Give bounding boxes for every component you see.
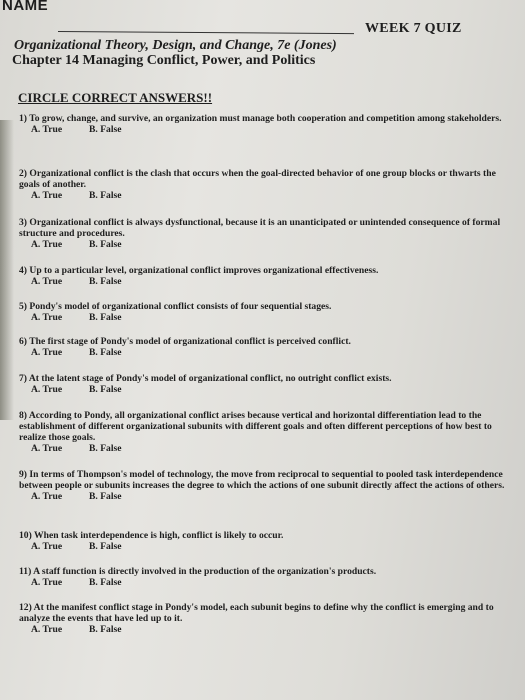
course-title: Organizational Theory, Design, and Change, 7e (Jones) xyxy=(14,38,337,53)
question-stem: 11) A staff function is directly involved in the production of the organization's products. xyxy=(19,566,377,577)
option-true[interactable]: A. True xyxy=(31,541,63,552)
option-true[interactable]: A. True xyxy=(31,624,63,635)
question-stem: 4) Up to a particular level, organizational conflict improves organizational effectiveness. xyxy=(19,265,379,276)
question-stem: 6) The first stage of Pondy's model of organizational conflict is perceived conflict. xyxy=(19,336,351,347)
option-false[interactable]: B. False xyxy=(89,577,122,588)
question-11 xyxy=(19,566,509,588)
question-stem: 1) To grow, change, and survive, an organization must manage both cooperation and competition among stakeholders. xyxy=(19,113,502,124)
instructions: CIRCLE CORRECT ANSWERS!! xyxy=(18,90,213,105)
name-label: NAME xyxy=(2,0,49,14)
page-shadow xyxy=(0,120,14,420)
option-false[interactable]: B. False xyxy=(89,124,122,135)
option-false[interactable]: B. False xyxy=(89,276,122,287)
question-4 xyxy=(19,265,509,287)
question-stem: 5) Pondy's model of organizational conflict consists of four sequential stages. xyxy=(19,301,332,312)
option-true[interactable]: A. True xyxy=(31,312,63,323)
question-stem: 3) Organizational conflict is always dysfunctional, because it is an unanticipated or unintended consequence of formal structure and procedures. xyxy=(19,217,501,239)
option-true[interactable]: A. True xyxy=(31,443,63,454)
chapter-title: Chapter 14 Managing Conflict, Power, and Politics xyxy=(12,53,316,68)
question-stem: 10) When task interdependence is high, conflict is likely to occur. xyxy=(19,530,284,541)
question-3 xyxy=(19,217,509,250)
week-label: WEEK 7 QUIZ xyxy=(365,21,462,36)
question-12 xyxy=(19,602,509,635)
option-false[interactable]: B. False xyxy=(89,491,122,502)
option-true[interactable]: A. True xyxy=(31,190,63,201)
question-stem: 7) At the latent stage of Pondy's model of organizational conflict, no outright conflict exists. xyxy=(19,373,392,384)
question-10 xyxy=(19,530,509,552)
question-stem: 9) In terms of Thompson's model of technology, the move from reciprocal to sequential to pooled task interdependence between people or subunits increases the degree to which the actions of one subunit directly affect the actions of others. xyxy=(19,469,505,491)
question-5 xyxy=(19,301,509,323)
question-8 xyxy=(19,410,509,454)
question-1 xyxy=(19,113,509,135)
option-true[interactable]: A. True xyxy=(31,384,63,395)
option-false[interactable]: B. False xyxy=(89,541,122,552)
option-true[interactable]: A. True xyxy=(31,347,63,358)
question-2 xyxy=(19,168,509,201)
option-false[interactable]: B. False xyxy=(89,347,122,358)
option-true[interactable]: A. True xyxy=(31,577,63,588)
question-6 xyxy=(19,336,509,358)
question-stem: 12) At the manifest conflict stage in Pondy's model, each subunit begins to define why the conflict is emerging and to analyze the events that have led up to it. xyxy=(19,602,494,624)
option-true[interactable]: A. True xyxy=(31,276,63,287)
question-7 xyxy=(19,373,509,395)
question-9 xyxy=(19,469,509,502)
option-false[interactable]: B. False xyxy=(89,384,122,395)
option-false[interactable]: B. False xyxy=(89,443,122,454)
option-true[interactable]: A. True xyxy=(31,491,63,502)
name-line xyxy=(58,31,354,34)
option-false[interactable]: B. False xyxy=(89,624,122,635)
question-stem: 8) According to Pondy, all organizational conflict arises because vertical and horizontal differentiation lead to the establishment of different organizational subunits with different goals and often different perceptions of how best to realize those goals. xyxy=(19,410,492,443)
question-stem: 2) Organizational conflict is the clash that occurs when the goal-directed behavior of one group blocks or thwarts the goals of another. xyxy=(19,168,496,190)
option-false[interactable]: B. False xyxy=(89,239,122,250)
option-false[interactable]: B. False xyxy=(89,190,122,201)
option-true[interactable]: A. True xyxy=(31,239,63,250)
option-false[interactable]: B. False xyxy=(89,312,122,323)
option-true[interactable]: A. True xyxy=(31,124,63,135)
